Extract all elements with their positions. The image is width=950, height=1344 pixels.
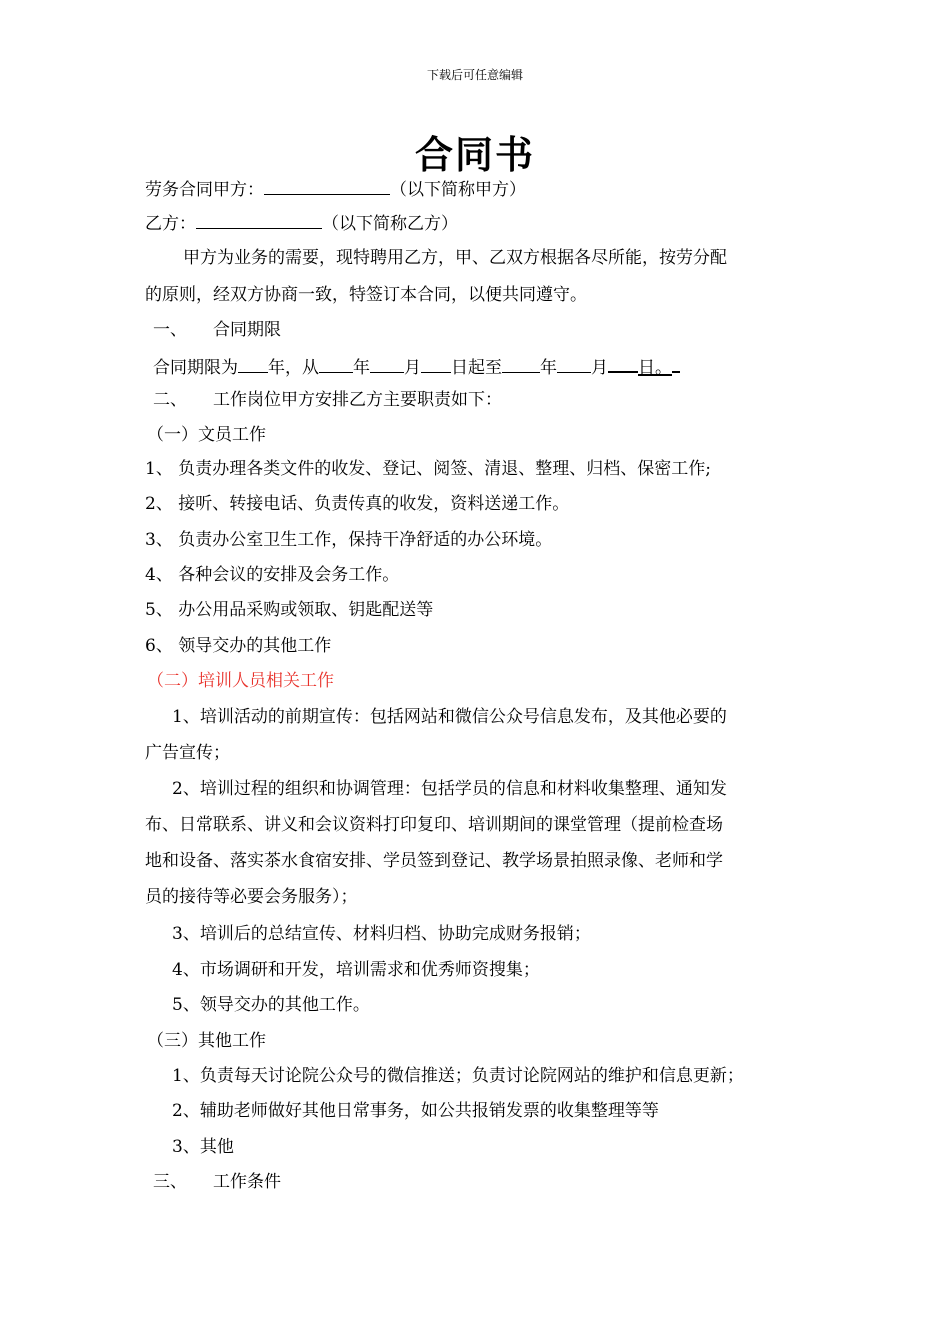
period-end-underline xyxy=(672,353,680,373)
sub1-item-5: 5、 办公用品采购或领取、钥匙配送等 xyxy=(145,600,434,620)
section-1-title: 合同期限 xyxy=(213,320,281,340)
party-a-blank[interactable] xyxy=(264,176,390,195)
section-2-heading xyxy=(153,388,502,412)
period-years-blank[interactable] xyxy=(238,354,268,373)
start-year-blank[interactable] xyxy=(319,354,353,373)
subsection-2-title: （二）培训人员相关工作 xyxy=(147,671,334,691)
sub1-item-2: 2、 接听、转接电话、负责传真的收发，资料送递工作。 xyxy=(145,494,570,514)
section-3-number: 三、 xyxy=(153,1172,187,1192)
subsection-1-title: （一）文员工作 xyxy=(147,425,266,445)
sub2-item-2-line-1: 2、培训过程的组织和协调管理：包括学员的信息和材料收集整理、通知发 xyxy=(172,779,727,799)
sub1-item-4: 4、 各种会议的安排及会务工作。 xyxy=(145,565,400,585)
subsection-3-title: （三）其他工作 xyxy=(147,1031,266,1051)
sub1-item-6: 6、 领导交办的其他工作 xyxy=(145,636,332,656)
party-b-suffix: （以下简称乙方） xyxy=(322,214,458,234)
period-text-2: 年，从 xyxy=(268,358,319,378)
sub3-item-3: 3、其他 xyxy=(172,1137,234,1157)
sub2-item-2-line-4: 员的接待等必要会务服务）； xyxy=(145,887,358,907)
start-day-blank[interactable] xyxy=(421,354,451,373)
sub2-item-1-line-2: 广告宣传； xyxy=(145,743,230,763)
period-text-7: 月 xyxy=(591,358,608,378)
sub1-item-3: 3、 负责办公室卫生工作，保持干净舒适的办公环境。 xyxy=(145,530,553,550)
intro-line-1: 甲方为业务的需要，现特聘用乙方，甲、乙双方根据各尽所能，按劳分配 xyxy=(183,248,727,268)
contract-period-line xyxy=(153,353,680,380)
end-month-blank[interactable] xyxy=(557,354,591,373)
section-1-number: 一、 xyxy=(153,320,187,340)
end-year-blank[interactable] xyxy=(502,354,540,373)
sub3-item-1: 1、负责每天讨论院公众号的微信推送；负责讨论院网站的维护和信息更新； xyxy=(172,1066,744,1086)
section-3-title: 工作条件 xyxy=(213,1172,281,1192)
sub2-item-4: 4、市场调研和开发，培训需求和优秀师资搜集； xyxy=(172,960,540,980)
sub1-item-1: 1、 负责办理各类文件的收发、登记、阅签、清退、整理、归档、保密工作; xyxy=(145,459,711,479)
party-b-line xyxy=(145,210,458,236)
party-a-line xyxy=(145,176,526,202)
sub2-item-3: 3、培训后的总结宣传、材料归档、协助完成财务报销； xyxy=(172,924,591,944)
period-text-6: 年 xyxy=(540,358,557,378)
section-2-title: 工作岗位甲方安排乙方主要职责如下： xyxy=(213,390,502,410)
party-b-blank[interactable] xyxy=(196,210,322,229)
section-1-heading xyxy=(153,318,281,342)
page-header: 下载后可任意编辑 xyxy=(426,68,523,82)
sub3-item-2: 2、辅助老师做好其他日常事务，如公共报销发票的收集整理等等 xyxy=(172,1101,659,1121)
period-text-5: 日起至 xyxy=(451,358,502,378)
section-2-number: 二、 xyxy=(153,390,187,410)
document-title: 合同书 xyxy=(414,132,535,177)
period-text-8: 日。 xyxy=(638,358,672,378)
section-3-heading xyxy=(153,1170,281,1194)
party-b-prefix: 乙方： xyxy=(145,214,196,234)
sub2-item-2-line-3: 地和设备、落实茶水食宿安排、学员签到登记、教学场景拍照录像、老师和学 xyxy=(145,851,723,871)
period-text-4: 月 xyxy=(404,358,421,378)
end-day-blank[interactable] xyxy=(608,353,638,373)
sub2-item-2-line-2: 布、日常联系、讲义和会议资料打印复印、培训期间的课堂管理（提前检查场 xyxy=(145,815,723,835)
period-text-3: 年 xyxy=(353,358,370,378)
sub2-item-5: 5、领导交办的其他工作。 xyxy=(172,995,370,1015)
intro-line-2: 的原则，经双方协商一致，特签订本合同，以便共同遵守。 xyxy=(145,285,587,305)
party-a-suffix: （以下简称甲方） xyxy=(390,180,526,200)
period-text-1: 合同期限为 xyxy=(153,358,238,378)
sub2-item-1-line-1: 1、培训活动的前期宣传：包括网站和微信公众号信息发布，及其他必要的 xyxy=(172,707,727,727)
party-a-prefix: 劳务合同甲方： xyxy=(145,180,264,200)
start-month-blank[interactable] xyxy=(370,354,404,373)
